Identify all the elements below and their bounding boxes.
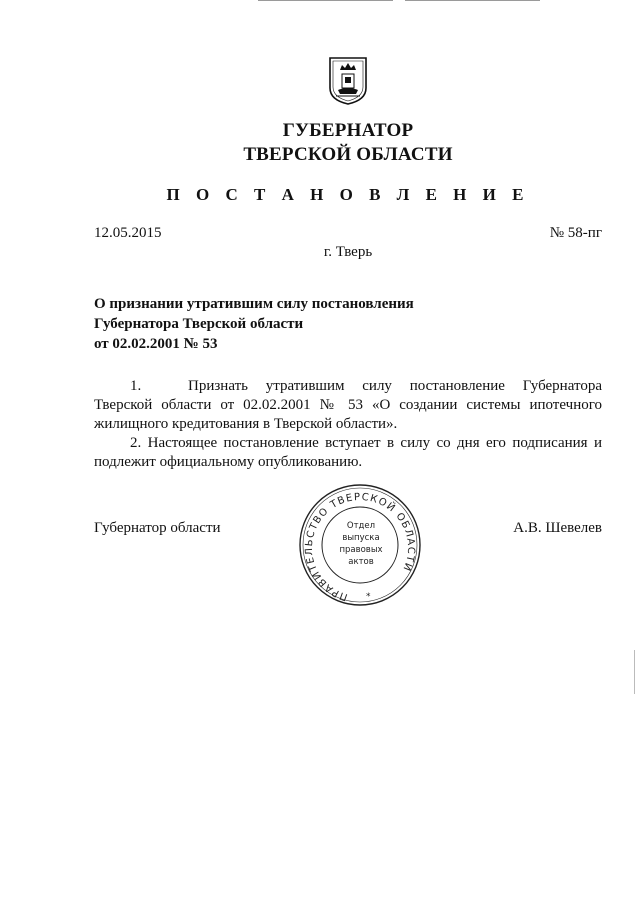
tver-coat-of-arms-icon bbox=[328, 56, 368, 106]
subject-line: Губернатора Тверской области bbox=[94, 316, 304, 332]
official-stamp bbox=[294, 482, 426, 608]
scan-artifact-line bbox=[258, 0, 393, 1]
stamp-star: * bbox=[366, 592, 371, 602]
paragraph-1 bbox=[94, 377, 602, 434]
paragraph-number: 1. bbox=[130, 378, 142, 394]
stamp-line: правовых bbox=[339, 545, 383, 555]
document-number: № 58-пг bbox=[549, 225, 602, 241]
paragraph-text: Признать утратившим силу постановление Губернатора Тверской области от 02.02.2001 № 53 «О создании системы ипотечного жилищного кредитования в Тверской области». bbox=[94, 378, 602, 432]
subject-line: от 02.02.2001 № 53 bbox=[94, 336, 218, 352]
document-date: 12.05.2015 bbox=[94, 225, 162, 241]
document-city: г. Тверь bbox=[323, 244, 373, 260]
stamp-line: актов bbox=[348, 557, 374, 567]
stamp-ring-text: ПРАВИТЕЛЬСТВО ТВЕРСКОЙ ОБЛАСТИ bbox=[303, 491, 417, 603]
org-title-line1: ГУБЕРНАТОР bbox=[282, 120, 414, 141]
document-subject bbox=[94, 294, 514, 354]
stamp-line: выпуска bbox=[342, 533, 380, 543]
scan-edge-mark bbox=[634, 650, 635, 694]
stamp-inner-text bbox=[338, 520, 384, 568]
scan-artifact-line bbox=[405, 0, 540, 1]
paragraph-2: 2. Настоящее постановление вступает в силу со дня его подписания и подлежит официальному опубликованию. bbox=[94, 435, 602, 470]
org-title-line2: ТВЕРСКОЙ ОБЛАСТИ bbox=[243, 144, 453, 165]
document-type: П О С Т А Н О В Л Е Н И Е bbox=[166, 185, 530, 204]
signer-name: А.В. Шевелев bbox=[513, 520, 602, 536]
signer-position: Губернатор области bbox=[94, 520, 221, 536]
subject-line: О признании утратившим силу постановления bbox=[94, 296, 414, 312]
stamp-line: Отдел bbox=[346, 521, 376, 531]
document-body bbox=[94, 377, 602, 472]
